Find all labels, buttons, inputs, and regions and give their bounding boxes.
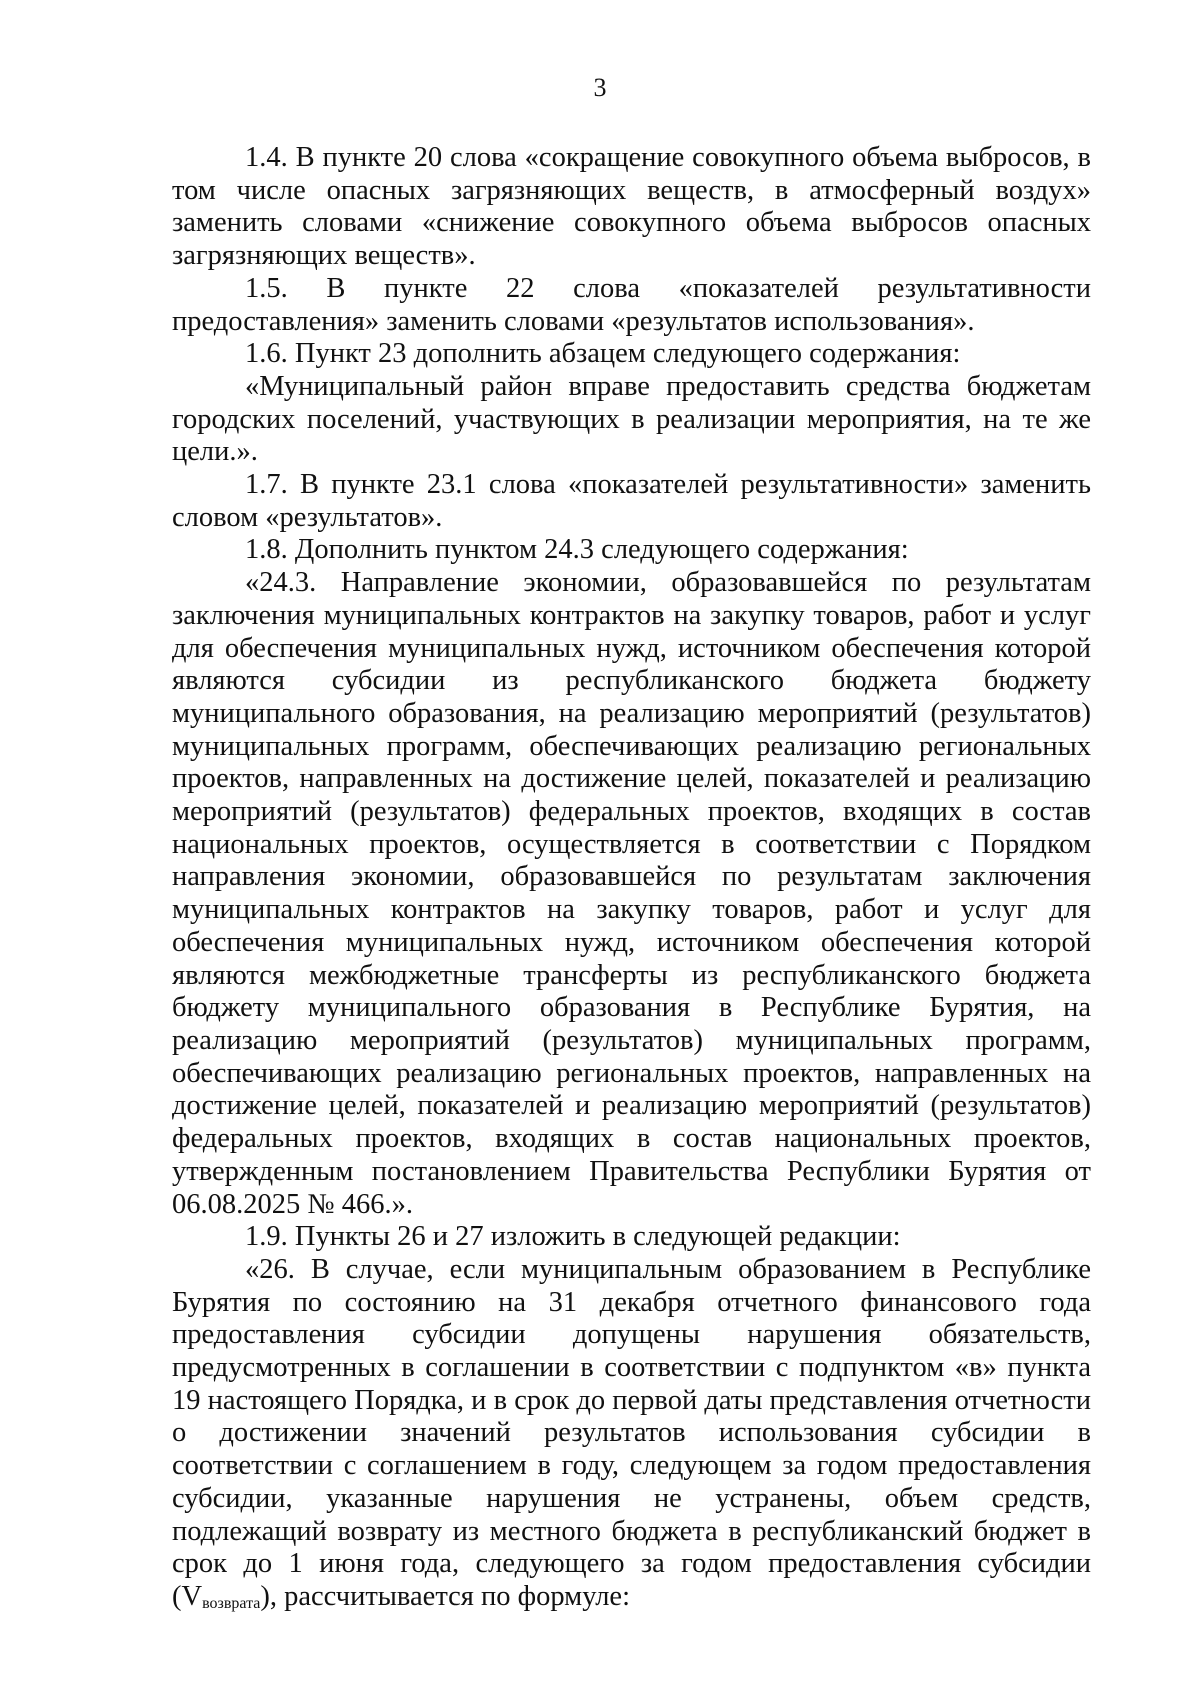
document-body — [172, 142, 1091, 1614]
paragraph-24-3: «24.3. Направление экономии, образовавшейся по результатам заключения муниципальных контрактов на закупку товаров, работ и услуг для обеспечения муниципальных нужд, источником обеспечения которой являются субсидии из республиканского бюджета бюджету муниципального образования, на реализацию мероприятий (результатов) муниципальных программ, обеспечивающих реализацию региональных проектов, направленных на достижение целей, показателей и реализацию мероприятий (результатов) федеральных проектов, входящих в состав национальных проектов, осуществляется в соответствии с Порядком направления экономии, образовавшейся по результатам заключения муниципальных контрактов на закупку товаров, работ и услуг для обеспечения муниципальных нужд, источником обеспечения которой являются межбюджетные трансферты из республиканского бюджета бюджету муниципального образования в Республике Бурятия, на реализацию мероприятий (результатов) муниципальных программ, обеспечивающих реализацию региональных проектов, направленных на достижение целей, показателей и реализацию мероприятий (результатов) федеральных проектов, входящих в состав национальных проектов, утвержденным постановлением Правительства Республики Бурятия от 06.08.2025 № 466.». — [172, 567, 1091, 1220]
paragraph-1-6-quote: «Муниципальный район вправе предоставить средства бюджетам городских поселений, участвующих в реализации мероприятия, на те же цели.». — [172, 370, 1091, 468]
paragraph-1-4: 1.4. В пункте 20 слова «сокращение совокупного объема выбросов, в том числе опасных загрязняющих веществ, в атмосферный воздух» заменить словами «снижение совокупного объема выбросов опасных загрязняющих веществ». — [172, 142, 1091, 272]
paragraph-26 — [172, 1254, 1091, 1614]
paragraph-1-9: 1.9. Пункты 26 и 27 изложить в следующей редакции: — [245, 1221, 901, 1253]
page-number: 3 — [593, 73, 607, 102]
paragraph-1-6: 1.6. Пункт 23 дополнить абзацем следующего содержания: — [245, 338, 961, 370]
paragraph-26-text: «26. В случае, если муниципальным образованием в Республике Бурятия по состоянию на 31 декабря отчетного финансового года предоставления субсидии допущены нарушения обязательств, предусмотренных в соглашении в соответствии с подпунктом «в» пункта 19 настоящего Порядка, и в срок до первой даты представления отчетности о достижении значений результатов использования субсидии в соответствии с соглашением в году, следующем за годом предоставления субсидии, указанные нарушения не устранены, объем средств, подлежащий возврату из местного бюджета в республиканский бюджет в срок до 1 июня года, следующего за годом предоставления субсидии (V — [172, 1253, 1091, 1612]
paragraph-26-ending: ), рассчитывается по формуле: — [260, 1580, 630, 1612]
paragraph-1-7: 1.7. В пункте 23.1 слова «показателей результативности» заменить словом «результатов». — [172, 469, 1091, 533]
v-return-subscript: возврата — [202, 1594, 261, 1612]
paragraph-1-8: 1.8. Дополнить пунктом 24.3 следующего содержания: — [245, 534, 909, 566]
paragraph-1-5: 1.5. В пункте 22 слова «показателей результативности предоставления» заменить словами «результатов использования». — [172, 272, 1091, 337]
